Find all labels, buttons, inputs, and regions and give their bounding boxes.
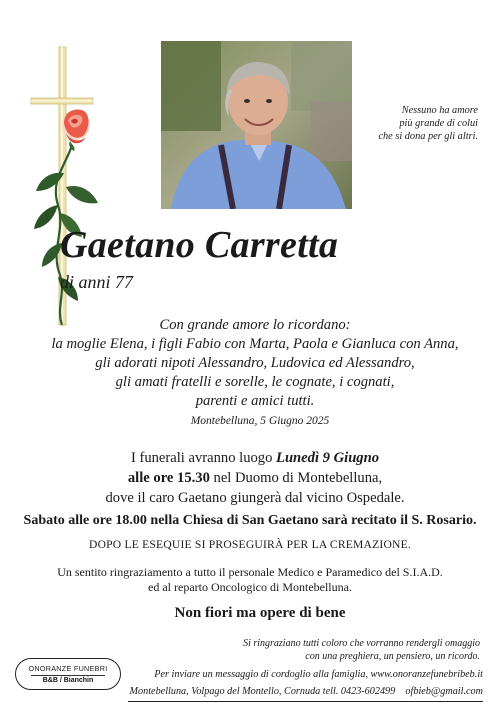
cremation-notice: DOPO LE ESEQUIE SI PROSEGUIRÀ PER LA CREMAZIONE. xyxy=(89,538,411,551)
mourners-line: Con grande amore lo ricordano: xyxy=(159,317,351,333)
gratitude-line: Si ringraziano tutti coloro che vorranno rendergli omaggio xyxy=(243,638,480,649)
footer-divider xyxy=(128,701,483,702)
mourners-line: gli amati fratelli e sorelle, le cognate, i cognati, xyxy=(115,374,395,390)
mourners-list xyxy=(40,316,470,411)
footer-contacts: Montebelluna, Volpago del Montello, Cornuda tell. 0423-602499 ofbieb@gmail.com xyxy=(129,686,483,697)
logo-subtitle: B&B / Bianchin xyxy=(42,677,94,684)
thanks-line: ed al reparto Oncologico di Montebelluna. xyxy=(148,580,352,594)
date-line: Montebelluna, 5 Giugno 2025 xyxy=(190,415,330,427)
funeral-line xyxy=(40,468,470,488)
quote-line: che si dona per gli altri. xyxy=(378,131,478,142)
funeral-day: Lunedì 9 Giugno xyxy=(276,450,380,466)
gratitude-line: con una preghiera, un pensiero, un ricordo. xyxy=(305,651,480,662)
funeral-details xyxy=(40,448,470,508)
funeral-time: alle ore 15.30 xyxy=(127,470,210,486)
quote-line: più grande di colui xyxy=(399,118,478,129)
deceased-age: di anni 77 xyxy=(60,272,134,292)
logo-divider xyxy=(31,675,105,676)
funeral-line: dove il caro Gaetano giungerà dal vicino Ospedale. xyxy=(105,490,405,506)
mourners-line: parenti e amici tutti. xyxy=(195,393,315,409)
deceased-photo xyxy=(161,41,352,209)
funeral-home-logo xyxy=(15,658,121,690)
mourners-line: gli adorati nipoti Alessandro, Ludovica ed Alessandro, xyxy=(95,355,415,371)
quote-line: Nessuno ha amore xyxy=(401,105,478,116)
thanks-notice xyxy=(30,565,470,595)
funeral-line xyxy=(40,448,470,468)
logo-title: ONORANZE FUNEBRI xyxy=(28,664,108,673)
mourners-line: la moglie Elena, i figli Fabio con Marta, Paola e Gianluca con Anna, xyxy=(51,336,459,352)
gratitude-notice xyxy=(180,637,480,663)
rosary-notice: Sabato alle ore 18.00 nella Chiesa di San Gaetano sarà recitato il S. Rosario. xyxy=(23,513,477,528)
deceased-name: Gaetano Carretta xyxy=(60,224,339,266)
funeral-place: nel Duomo di Montebelluna, xyxy=(209,470,383,486)
no-flowers-notice: Non fiori ma opere di bene xyxy=(174,605,346,621)
scripture-quote xyxy=(360,104,478,143)
thanks-line: Un sentito ringraziamento a tutto il personale Medico e Paramedico del S.I.A.D. xyxy=(57,565,443,579)
condolence-message-link[interactable]: Per inviare un messaggio di cordoglio alla famiglia, www.onoranzefunebribeb.it xyxy=(154,669,483,680)
funeral-text: I funerali avranno luogo xyxy=(130,450,277,466)
